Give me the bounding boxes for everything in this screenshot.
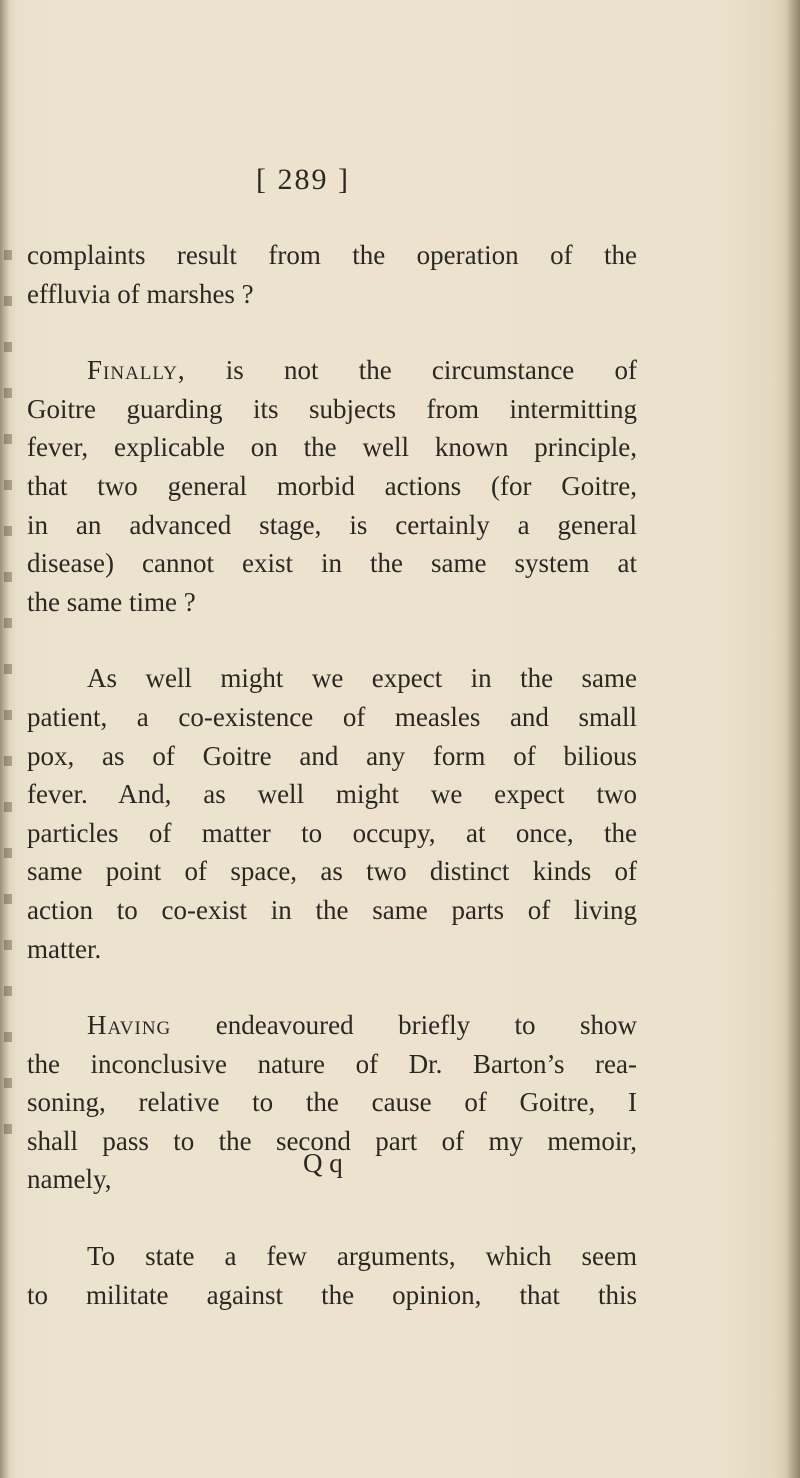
text-line: Goitre guarding its subjects from intermitting bbox=[27, 393, 637, 424]
text-line: matter. bbox=[27, 933, 102, 964]
page-number: [ 289 ] bbox=[256, 163, 350, 196]
paragraph-gap bbox=[27, 313, 637, 351]
paragraph-gap bbox=[27, 968, 637, 1006]
text-line: effluvia of marshes ? bbox=[27, 278, 254, 309]
text-line: the same time ? bbox=[27, 586, 196, 617]
text-line: pox, as of Goitre and any form of bilious bbox=[27, 740, 637, 771]
paragraph-lead-word: Finally, bbox=[87, 355, 186, 386]
page-outer-edge bbox=[786, 0, 800, 1478]
text-line-lead bbox=[27, 1006, 637, 1045]
text-line: As well might we expect in the same bbox=[87, 663, 637, 694]
signature-mark: Q q bbox=[303, 1148, 343, 1178]
text-line: particles of matter to occupy, at once, the bbox=[27, 817, 637, 848]
text-line: complaints result from the operation of the bbox=[27, 240, 637, 270]
text-line: same point of space, as two distinct kinds of bbox=[27, 856, 637, 887]
text-line: disease) cannot exist in the same system at bbox=[27, 548, 637, 579]
text-line: fever. And, as well might we expect two bbox=[27, 779, 637, 810]
paragraph-lead-word: Having bbox=[87, 1010, 172, 1041]
text-line: patient, a co-existence of measles and small bbox=[27, 701, 637, 732]
text-line: shall pass to the second part of my memoir, bbox=[27, 1125, 637, 1156]
text-line: namely, bbox=[27, 1164, 112, 1195]
paragraph-2 bbox=[27, 351, 637, 621]
gutter-shadow-marks bbox=[4, 250, 12, 1150]
text-line: To state a few arguments, which seem bbox=[87, 1241, 637, 1272]
text-line-rest: endeavoured briefly to show bbox=[171, 1010, 637, 1041]
paragraph-gap bbox=[27, 1199, 637, 1237]
paragraph-1 bbox=[27, 236, 637, 313]
text-line: soning, relative to the cause of Goitre, I bbox=[27, 1087, 637, 1118]
text-line: that two general morbid actions (for Goitre, bbox=[27, 470, 637, 501]
text-line: fever, explicable on the well known principle, bbox=[27, 432, 637, 463]
paragraph-5 bbox=[27, 1237, 637, 1314]
text-line: action to co-exist in the same parts of living bbox=[27, 894, 637, 925]
text-line: in an advanced stage, is certainly a general bbox=[27, 509, 637, 540]
text-line: the inconclusive nature of Dr. Barton’s rea- bbox=[27, 1048, 637, 1079]
paragraph-3 bbox=[27, 659, 637, 968]
text-line-lead bbox=[27, 351, 637, 390]
paragraph-gap bbox=[27, 621, 637, 659]
text-line-rest: is not the circumstance of bbox=[185, 355, 637, 386]
text-line: to militate against the opinion, that this bbox=[27, 1279, 637, 1310]
